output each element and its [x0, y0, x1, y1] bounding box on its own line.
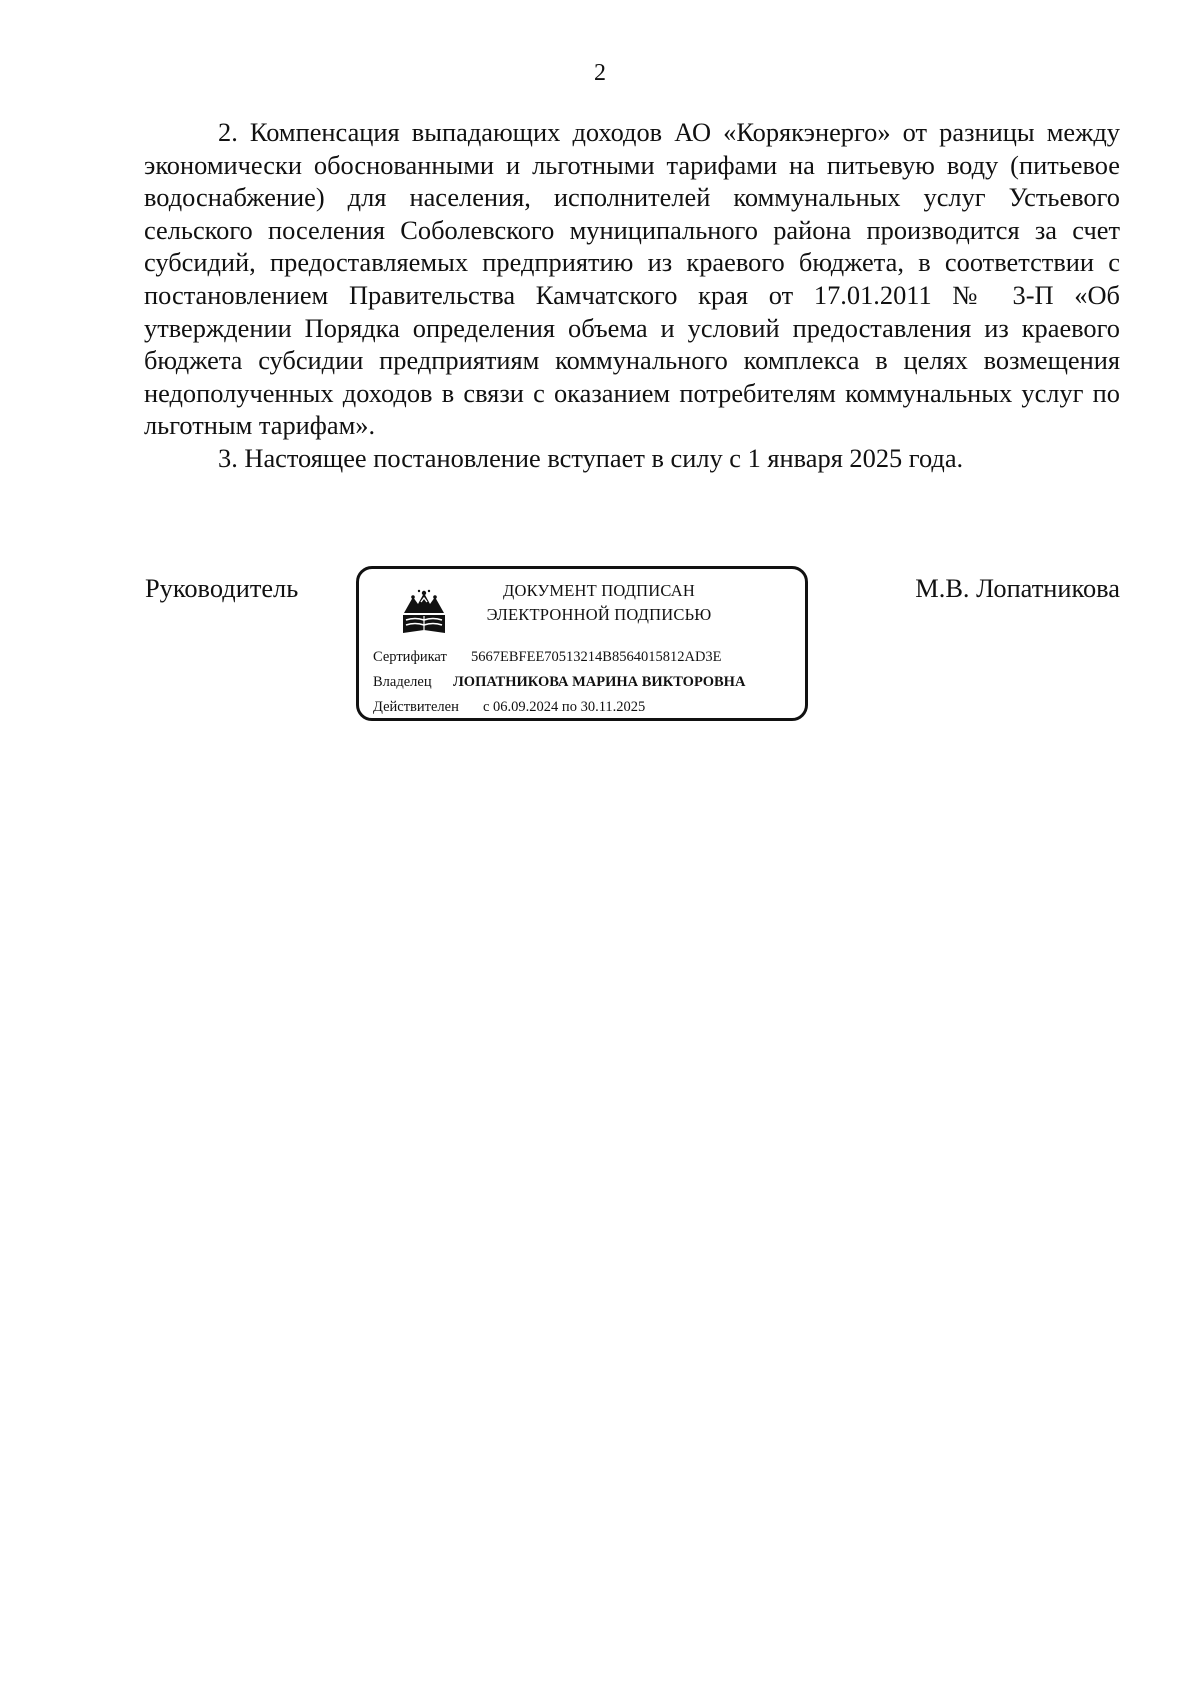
paragraph-2: 2. Компенсация выпадающих доходов АО «Корякэнерго» от разницы между экономически обоснованными и льготными тарифами на питьевую воду (питьевое водоснабжение) для населения, исполнителей коммунальных услуг Устьевого сельского поселения Соболевского муниципального района производится за счет субсидий, предоставляемых предприятию из краевого бюджета, в соответствии с постановлением Правительства Камчатского края от 17.01.2011 № 3-П «Об утверждении Порядка определения объема и условий предоставления из краевого бюджета субсидии предприятиям коммунального комплекса в целях возмещения недополученных доходов в связи с оказанием потребителям коммунальных услуг по льготным тарифам». — [144, 117, 1120, 441]
stamp-certificate-row — [373, 648, 722, 666]
owner-value: ЛОПАТНИКОВА МАРИНА ВИКТОРОВНА — [453, 674, 746, 690]
stamp-validity-row — [373, 698, 645, 716]
signer-title: Руководитель — [145, 573, 299, 603]
paragraph-3: 3. Настоящее постановление вступает в силу с 1 января 2025 года. — [218, 442, 964, 473]
owner-label: Владелец — [373, 674, 432, 690]
validity-label: Действителен — [373, 699, 459, 715]
validity-value: с 06.09.2024 по 30.11.2025 — [483, 699, 646, 715]
page-number: 2 — [594, 60, 606, 86]
stamp-heading-line1: ДОКУМЕНТ ПОДПИСАН — [503, 581, 695, 600]
signer-name: М.В. Лопатникова — [915, 573, 1120, 603]
kamchatka-coat-of-arms-icon — [399, 587, 449, 637]
stamp-owner-row — [373, 673, 745, 691]
stamp-heading-line2: ЭЛЕКТРОННОЙ ПОДПИСЬЮ — [486, 605, 712, 624]
certificate-label: Сертификат — [373, 649, 447, 665]
electronic-signature-stamp — [356, 566, 808, 721]
document-body — [144, 116, 1120, 475]
stamp-heading — [479, 579, 719, 627]
certificate-value: 5667EBFEE70513214B8564015812AD3E — [471, 649, 722, 665]
